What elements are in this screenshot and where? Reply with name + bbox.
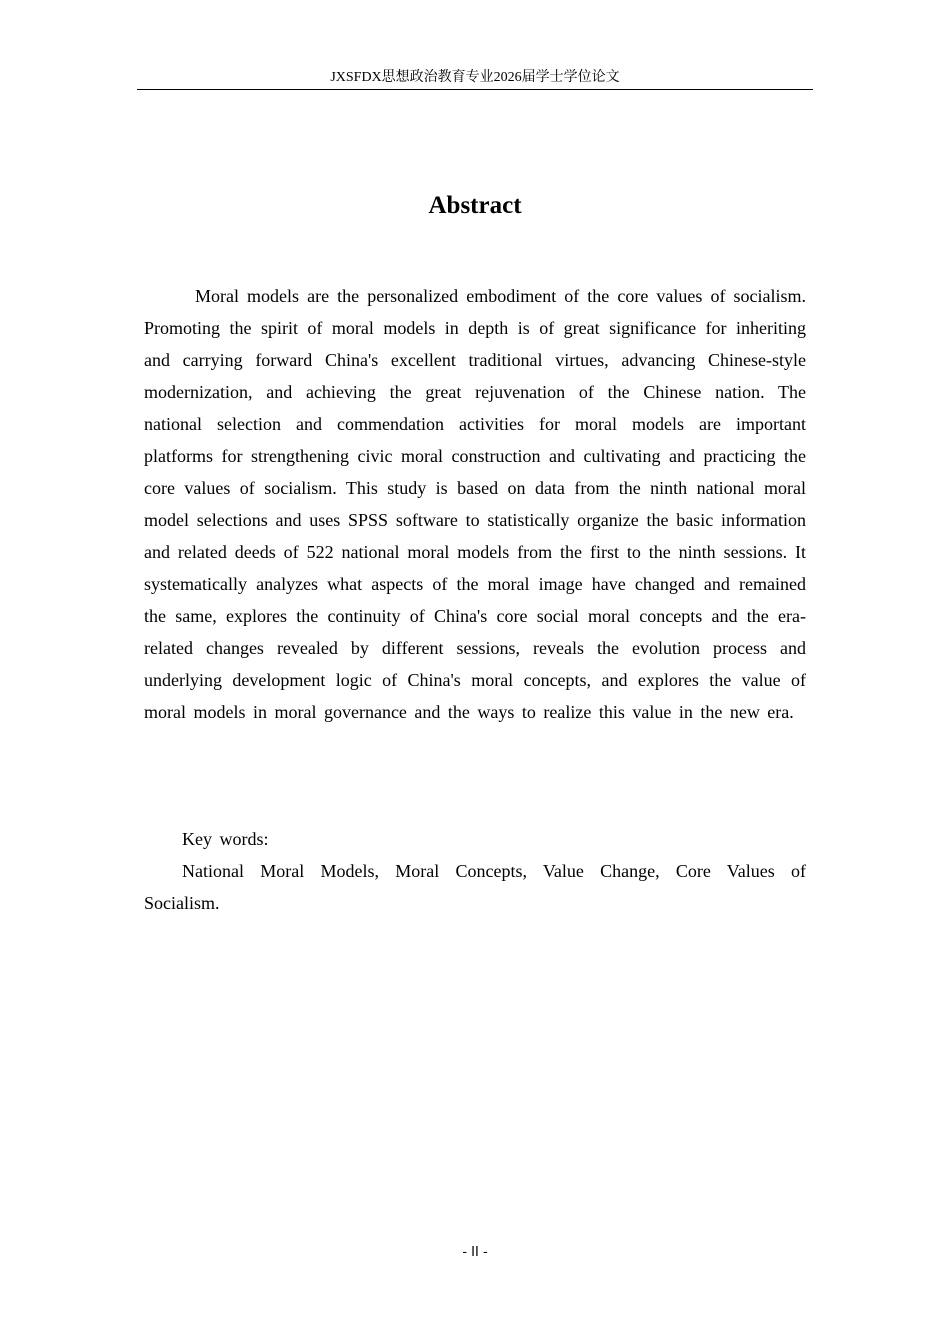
keywords-label: Key words: xyxy=(182,829,269,849)
keywords-text: National Moral Models, Moral Concepts, Value Change, Core Values of Socialism. xyxy=(144,861,806,913)
abstract-body: Moral models are the personalized embodiment of the core values of socialism. Promoting the spirit of moral models in depth is of great significance for inheriting and carrying forward China's excellent traditional virtues, advancing Chinese-style modernization, and achieving the great rejuvenation of the Chinese nation. The national selection and commendation activities for moral models are important platforms for strengthening civic moral construction and cultivating and practicing the core values of socialism. This study is based on data from the ninth national moral model selections and uses SPSS software to statistically organize the basic information and related deeds of 522 national moral models from the first to the ninth sessions. It systematically analyzes what aspects of the moral image have changed and remained the same, explores the continuity of China's core social moral concepts and the era-related changes revealed by different sessions, reveals the evolution process and underlying development logic of China's moral concepts, and explores the value of moral models in moral governance and the ways to realize this value in the new era. xyxy=(144,286,806,722)
running-header: JXSFDX思想政治教育专业2026届学士学位论文 xyxy=(137,68,813,90)
abstract-title: Abstract xyxy=(428,192,522,219)
page-number: - II - xyxy=(462,1245,488,1260)
